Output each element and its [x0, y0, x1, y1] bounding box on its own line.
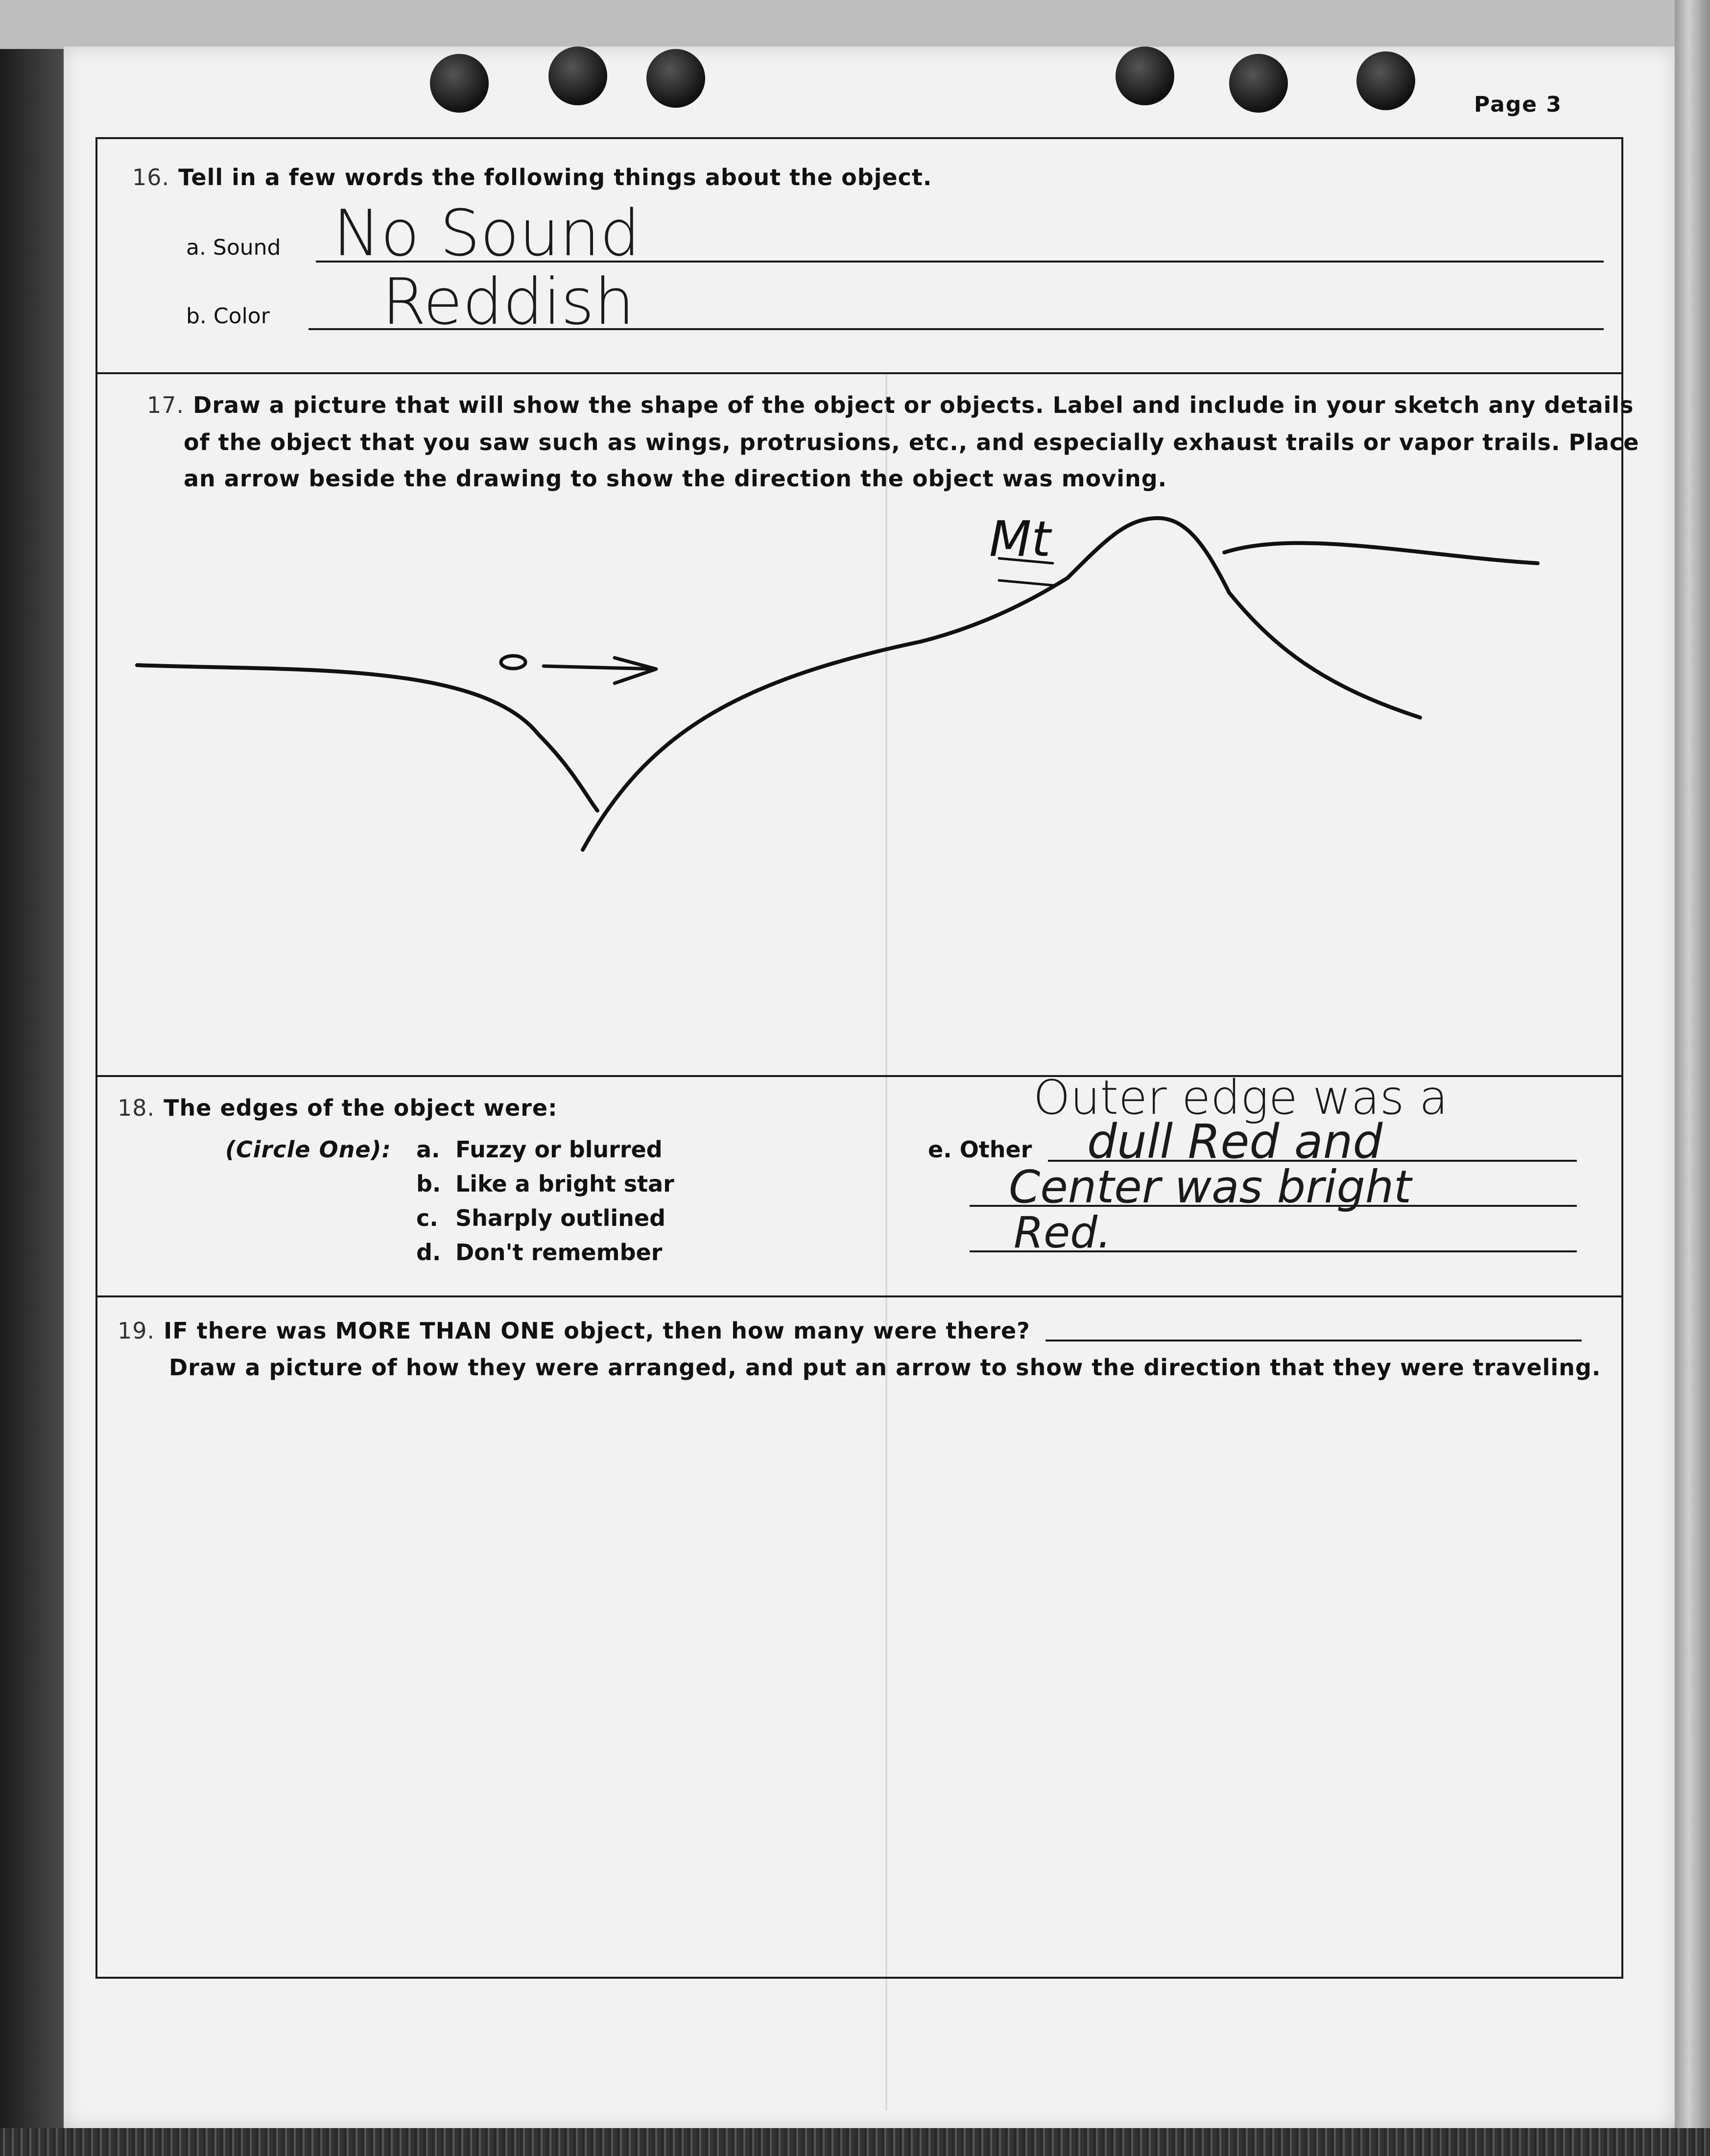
other-answer-line-4: Red.: [1014, 1207, 1112, 1258]
other-answer-line-1: Outer edge was a: [1033, 1070, 1448, 1125]
question-17-prompt-line2: of the object that you saw such as wings, protrusions, etc., and especially exhaust trails or vapor trails. Place: [184, 429, 1639, 455]
direction-arrow: [544, 658, 656, 683]
option-key: c.: [416, 1205, 438, 1231]
circle-one-label: (Circle One):: [225, 1136, 391, 1163]
edge-option-b[interactable]: [416, 1171, 674, 1197]
edge-option-a[interactable]: [416, 1136, 663, 1163]
ridge-right: [1224, 543, 1538, 563]
other-answer-line-3: Center was bright: [1009, 1161, 1412, 1213]
label-underline: [999, 580, 1053, 585]
count-answer-line[interactable]: [1045, 1340, 1582, 1342]
color-answer: Reddish: [382, 264, 635, 339]
question-number: 16.: [132, 164, 170, 191]
mountain-left-slope: [137, 665, 597, 811]
question-19-prompt-line1: IF there was MORE THAN ONE object, then how many were there?: [164, 1318, 1030, 1344]
option-text: Don't remember: [455, 1239, 663, 1266]
option-text: Like a bright star: [455, 1171, 674, 1197]
question-number: 18.: [118, 1095, 155, 1121]
other-answer-line-2: dull Red and: [1087, 1114, 1383, 1169]
question-19-prompt-line2: Draw a picture of how they were arranged, and put an arrow to show the direction that they were traveling.: [169, 1354, 1601, 1381]
option-text: Sharply outlined: [455, 1205, 666, 1231]
mountain-label: Mt: [989, 510, 1051, 568]
page-number: Page 3: [1474, 92, 1563, 117]
question-number: 17.: [147, 392, 185, 418]
question-18: [118, 1095, 557, 1121]
question-number: 19.: [118, 1318, 155, 1344]
question-17-prompt-line3: an arrow beside the drawing to show the direction the object was moving.: [184, 465, 1167, 492]
question-16-prompt: Tell in a few words the following things about the object.: [178, 164, 932, 191]
sound-label: a. Sound: [186, 235, 281, 260]
question-17-prompt-line1: Draw a picture that will show the shape of the object or objects. Label and include in your sketch any details: [193, 392, 1634, 418]
option-key: b.: [416, 1171, 441, 1197]
option-key: a.: [416, 1136, 440, 1163]
sound-answer: No Sound: [333, 196, 641, 270]
color-label: b. Color: [186, 304, 270, 329]
option-key: d.: [416, 1239, 441, 1266]
edge-option-d[interactable]: [416, 1239, 662, 1266]
mountain-valley-right: [583, 518, 1420, 850]
question-19: [118, 1318, 1030, 1344]
option-text: Fuzzy or blurred: [455, 1136, 663, 1163]
question-18-prompt: The edges of the object were:: [164, 1095, 558, 1121]
other-label: e. Other: [928, 1136, 1032, 1163]
edge-option-c[interactable]: [416, 1205, 665, 1231]
object-marker: [501, 656, 525, 669]
